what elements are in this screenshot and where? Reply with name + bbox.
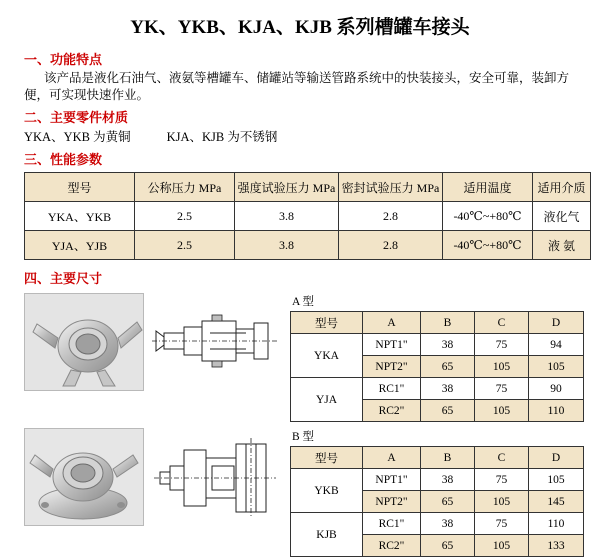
section-heading-features: 一、功能特点: [24, 52, 103, 67]
dim-cell: 75: [475, 334, 529, 356]
technical-drawing-b: [150, 428, 280, 524]
dim-cell: 75: [475, 378, 529, 400]
dim-cell: 75: [475, 513, 529, 535]
dim-cell: RC2": [363, 535, 421, 557]
dim-header-cell: C: [475, 447, 529, 469]
perf-header-cell: 适用温度: [443, 173, 533, 202]
dim-cell: 94: [529, 334, 584, 356]
dim-header-cell: D: [529, 447, 584, 469]
dim-cell: NPT1": [363, 469, 421, 491]
perf-cell: 3.8: [235, 231, 339, 260]
technical-drawing-a: [150, 293, 280, 389]
dim-cell: 105: [475, 535, 529, 557]
dim-header-cell: 型号: [291, 447, 363, 469]
dim-cell: 65: [421, 356, 475, 378]
table-header-row: [291, 312, 584, 334]
dim-cell: NPT1": [363, 334, 421, 356]
dimension-table-wrap-b: [290, 428, 596, 557]
features-paragraph: [24, 70, 582, 104]
type-label-b: B 型: [292, 431, 315, 443]
dim-cell: RC1": [363, 378, 421, 400]
table-row: [291, 378, 584, 400]
dim-cell: 38: [421, 469, 475, 491]
dim-cell: 90: [529, 378, 584, 400]
dim-cell: 38: [421, 378, 475, 400]
dim-model-cell: KJB: [291, 513, 363, 557]
material-line: [24, 128, 586, 146]
dim-cell: 65: [421, 400, 475, 422]
dim-cell: NPT2": [363, 491, 421, 513]
dim-cell: 145: [529, 491, 584, 513]
dimension-block-b: [24, 428, 596, 557]
table-header-row: [291, 447, 584, 469]
perf-cell: YJA、YJB: [25, 231, 135, 260]
performance-table: [24, 172, 591, 260]
dim-cell: 105: [529, 469, 584, 491]
perf-cell: 2.5: [135, 231, 235, 260]
dim-header-cell: D: [529, 312, 584, 334]
dim-model-cell: YJA: [291, 378, 363, 422]
page-title: YK、YKB、KJA、KJB 系列槽罐车接头: [130, 17, 470, 38]
section-heading-material: 二、主要零件材质: [24, 110, 129, 125]
dim-model-cell: YKA: [291, 334, 363, 378]
perf-header-cell: 密封试验压力 MPa: [339, 173, 443, 202]
dimension-table-a: [290, 311, 584, 422]
dim-cell: 105: [529, 356, 584, 378]
dim-header-cell: B: [421, 447, 475, 469]
dim-cell: 38: [421, 513, 475, 535]
dim-header-cell: A: [363, 312, 421, 334]
perf-cell: -40℃~+80℃: [443, 202, 533, 231]
table-header-row: [25, 173, 591, 202]
dim-cell: 65: [421, 535, 475, 557]
dim-cell: RC2": [363, 400, 421, 422]
dim-cell: 110: [529, 513, 584, 535]
dim-cell: RC1": [363, 513, 421, 535]
perf-cell: YKA、YKB: [25, 202, 135, 231]
dimension-section: [24, 293, 596, 557]
perf-cell: 3.8: [235, 202, 339, 231]
product-photo-a: [24, 293, 144, 391]
perf-cell: -40℃~+80℃: [443, 231, 533, 260]
table-row: [291, 469, 584, 491]
dim-cell: 105: [475, 400, 529, 422]
perf-cell: 液化气: [533, 202, 591, 231]
dimension-table-b: [290, 446, 584, 557]
table-row: [25, 202, 591, 231]
table-row: [25, 231, 591, 260]
perf-cell: 2.5: [135, 202, 235, 231]
product-photo-b: [24, 428, 144, 526]
dim-cell: 75: [475, 469, 529, 491]
perf-header-cell: 公称压力 MPa: [135, 173, 235, 202]
dimension-table-wrap-a: [290, 293, 596, 422]
dim-cell: 105: [475, 491, 529, 513]
dim-cell: 110: [529, 400, 584, 422]
dim-header-cell: 型号: [291, 312, 363, 334]
material-text-a: YKA、YKB 为黄铜: [24, 130, 131, 144]
section-heading-dimensions: 四、主要尺寸: [24, 271, 103, 286]
dimension-block-a: [24, 293, 596, 422]
features-text: 该产品是液化石油气、液氨等槽罐车、储罐站等输送管路系统中的快装接头，安全可靠，装卸方便，可实现快速作业。: [24, 71, 570, 102]
dim-header-cell: B: [421, 312, 475, 334]
perf-header-cell: 强度试验压力 MPa: [235, 173, 339, 202]
dim-cell: 65: [421, 491, 475, 513]
perf-header-cell: 适用介质: [533, 173, 591, 202]
section-heading-performance: 三、性能参数: [24, 152, 103, 167]
table-row: [291, 334, 584, 356]
perf-header-cell: 型号: [25, 173, 135, 202]
dim-header-cell: A: [363, 447, 421, 469]
dim-cell: 38: [421, 334, 475, 356]
perf-cell: 2.8: [339, 231, 443, 260]
dim-model-cell: YKB: [291, 469, 363, 513]
perf-cell: 液 氨: [533, 231, 591, 260]
dim-cell: 105: [475, 356, 529, 378]
type-label-a: A 型: [292, 296, 315, 308]
material-text-b: KJA、KJB 为不锈钢: [166, 130, 278, 144]
dim-header-cell: C: [475, 312, 529, 334]
perf-cell: 2.8: [339, 202, 443, 231]
dim-cell: NPT2": [363, 356, 421, 378]
dim-cell: 133: [529, 535, 584, 557]
